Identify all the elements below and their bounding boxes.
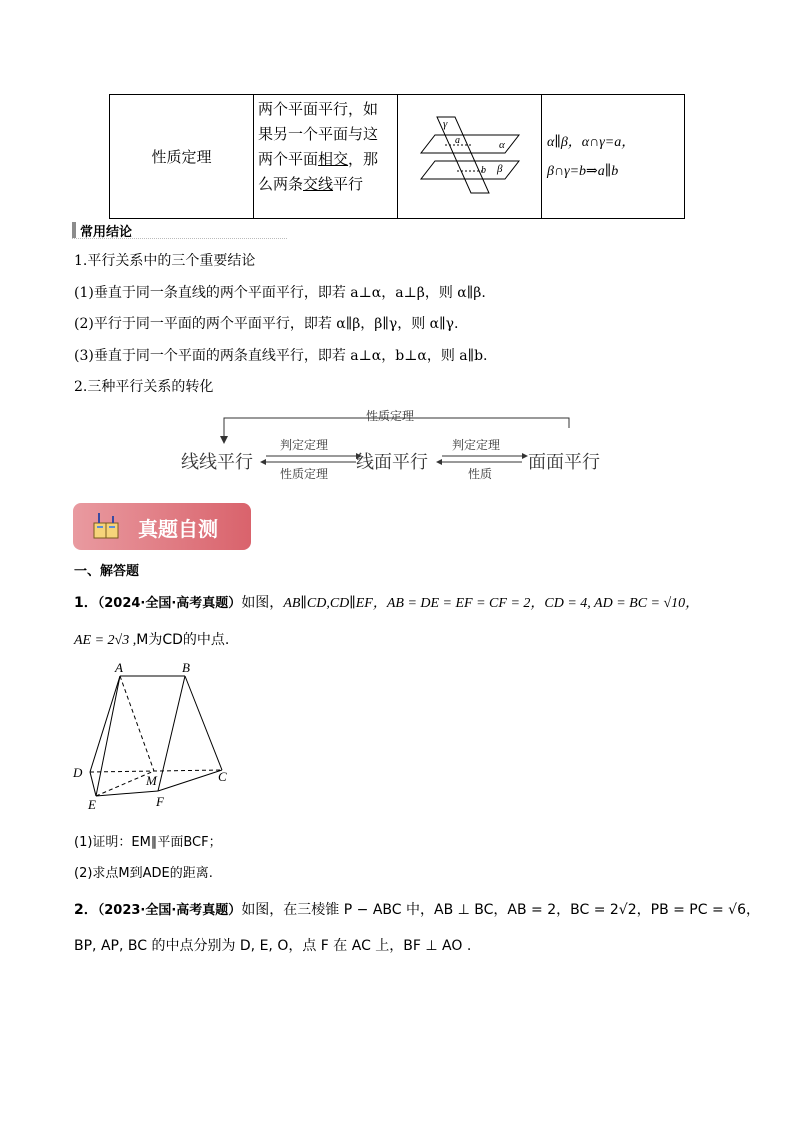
planes-figure — [417, 105, 527, 205]
arrow-head — [260, 459, 266, 465]
arrow-label: 性质 — [468, 467, 493, 481]
edge-BC — [185, 676, 222, 770]
flow-top-label: 性质定理 — [366, 409, 415, 423]
desc-line: 果另一个平面与这 — [258, 125, 379, 143]
underlined-term: 交线 — [303, 175, 334, 193]
flow-node-line-line: 线线平行 — [181, 452, 253, 473]
label-C: C — [218, 769, 227, 784]
formula-line: α∥β，α∩γ=a， — [547, 135, 636, 150]
edge-AE — [96, 676, 120, 796]
section-underline — [72, 238, 287, 239]
question-source: （2024·全国·高考真题） — [97, 596, 242, 611]
formula-line: β∩γ=b⇒a∥b — [547, 164, 619, 179]
question-text: 如图，在三棱锥 P − ABC 中，AB ⊥ BC，AB = 2，BC = 2√2，PB = PC = √6， — [241, 902, 760, 918]
text: 两个平面 — [258, 150, 319, 168]
desc-line: 两个平面平行，如 — [258, 100, 379, 118]
arrow-head — [436, 459, 442, 465]
desc-line — [258, 147, 394, 172]
question-1-part2: (2)求点M到ADE的距离. — [74, 866, 213, 881]
section-title: 常用结论 — [80, 225, 133, 240]
conclusion-line: (2)平行于同一平面的两个平面平行，即若 α∥β，β∥γ，则 α∥γ. — [74, 316, 459, 332]
label-E: E — [88, 797, 96, 812]
conclusion-line: 1.平行关系中的三个重要结论 — [74, 253, 256, 269]
question-2-line1 — [74, 899, 760, 919]
beta-plane — [421, 161, 519, 179]
text: 如图， — [241, 595, 284, 611]
theorem-table — [109, 94, 685, 219]
conclusion-line: 2.三种平行关系的转化 — [74, 379, 214, 395]
arrow-label: 判定定理 — [280, 438, 329, 452]
label-alpha: α — [499, 139, 505, 151]
table-divider — [253, 95, 254, 218]
arrow-label: 判定定理 — [452, 438, 501, 452]
edge-AM — [120, 676, 154, 771]
text: 么两条 — [258, 175, 304, 193]
question-source: （2023·全国·高考真题） — [97, 903, 242, 918]
text: 平行 — [333, 175, 364, 193]
math-condition: AE = 2√3 , — [74, 633, 137, 648]
question-1-figure — [70, 658, 250, 813]
theorem-formula — [547, 128, 685, 186]
table-divider — [541, 95, 542, 218]
flow-node-plane-plane: 面面平行 — [528, 452, 600, 473]
label-A: A — [115, 660, 123, 675]
label-b: b — [481, 165, 486, 176]
question-number: 1． — [74, 595, 98, 611]
book-icon — [91, 511, 121, 541]
edge-BF — [158, 676, 185, 791]
question-1-part1: (1)证明：EM∥平面BCF； — [74, 835, 222, 850]
question-2-line2: BP, AP, BC 的中点分别为 D, E, O，点 F 在 AC 上，BF ⊥ AO . — [74, 938, 472, 954]
label-gamma: γ — [443, 118, 448, 130]
edge-DE — [90, 772, 96, 796]
edge-FC — [158, 770, 222, 791]
arrow-label: 性质定理 — [280, 467, 329, 481]
edge-DC — [90, 770, 222, 772]
label-B: B — [182, 660, 190, 675]
section-banner — [73, 503, 251, 550]
question-1-line1 — [74, 592, 699, 612]
edge-AD — [90, 676, 120, 772]
banner-title: 真题自测 — [138, 517, 218, 541]
section-marker — [72, 222, 76, 238]
conclusion-line: (1)垂直于同一条直线的两个平面平行，即若 a⊥α，a⊥β，则 α∥β. — [74, 285, 486, 301]
text: M为CD的中点. — [136, 632, 230, 648]
top-arrow-head — [220, 436, 228, 444]
text: ，那 — [348, 150, 379, 168]
desc-line — [258, 172, 394, 197]
conclusion-line: (3)垂直于同一个平面的两条直线平行，即若 a⊥α，b⊥α，则 a∥b. — [74, 348, 488, 364]
label-M: M — [146, 773, 157, 788]
flow-node-line-plane: 线面平行 — [356, 452, 428, 473]
theorem-description — [258, 97, 394, 197]
label-F: F — [156, 794, 164, 809]
label-a: a — [455, 135, 460, 146]
table-divider — [397, 95, 398, 218]
label-beta: β — [497, 163, 503, 175]
underlined-term: 相交 — [318, 150, 349, 168]
theorem-name: 性质定理 — [151, 148, 212, 166]
math-condition: AB∥CD,CD∥EF，AB = DE = EF = CF = 2，CD = 4, AD = BC = √10， — [283, 596, 700, 611]
question-1-line2 — [74, 629, 229, 649]
label-D: D — [73, 765, 83, 780]
section-heading: 一、解答题 — [74, 564, 140, 579]
question-number: 2． — [74, 902, 98, 918]
